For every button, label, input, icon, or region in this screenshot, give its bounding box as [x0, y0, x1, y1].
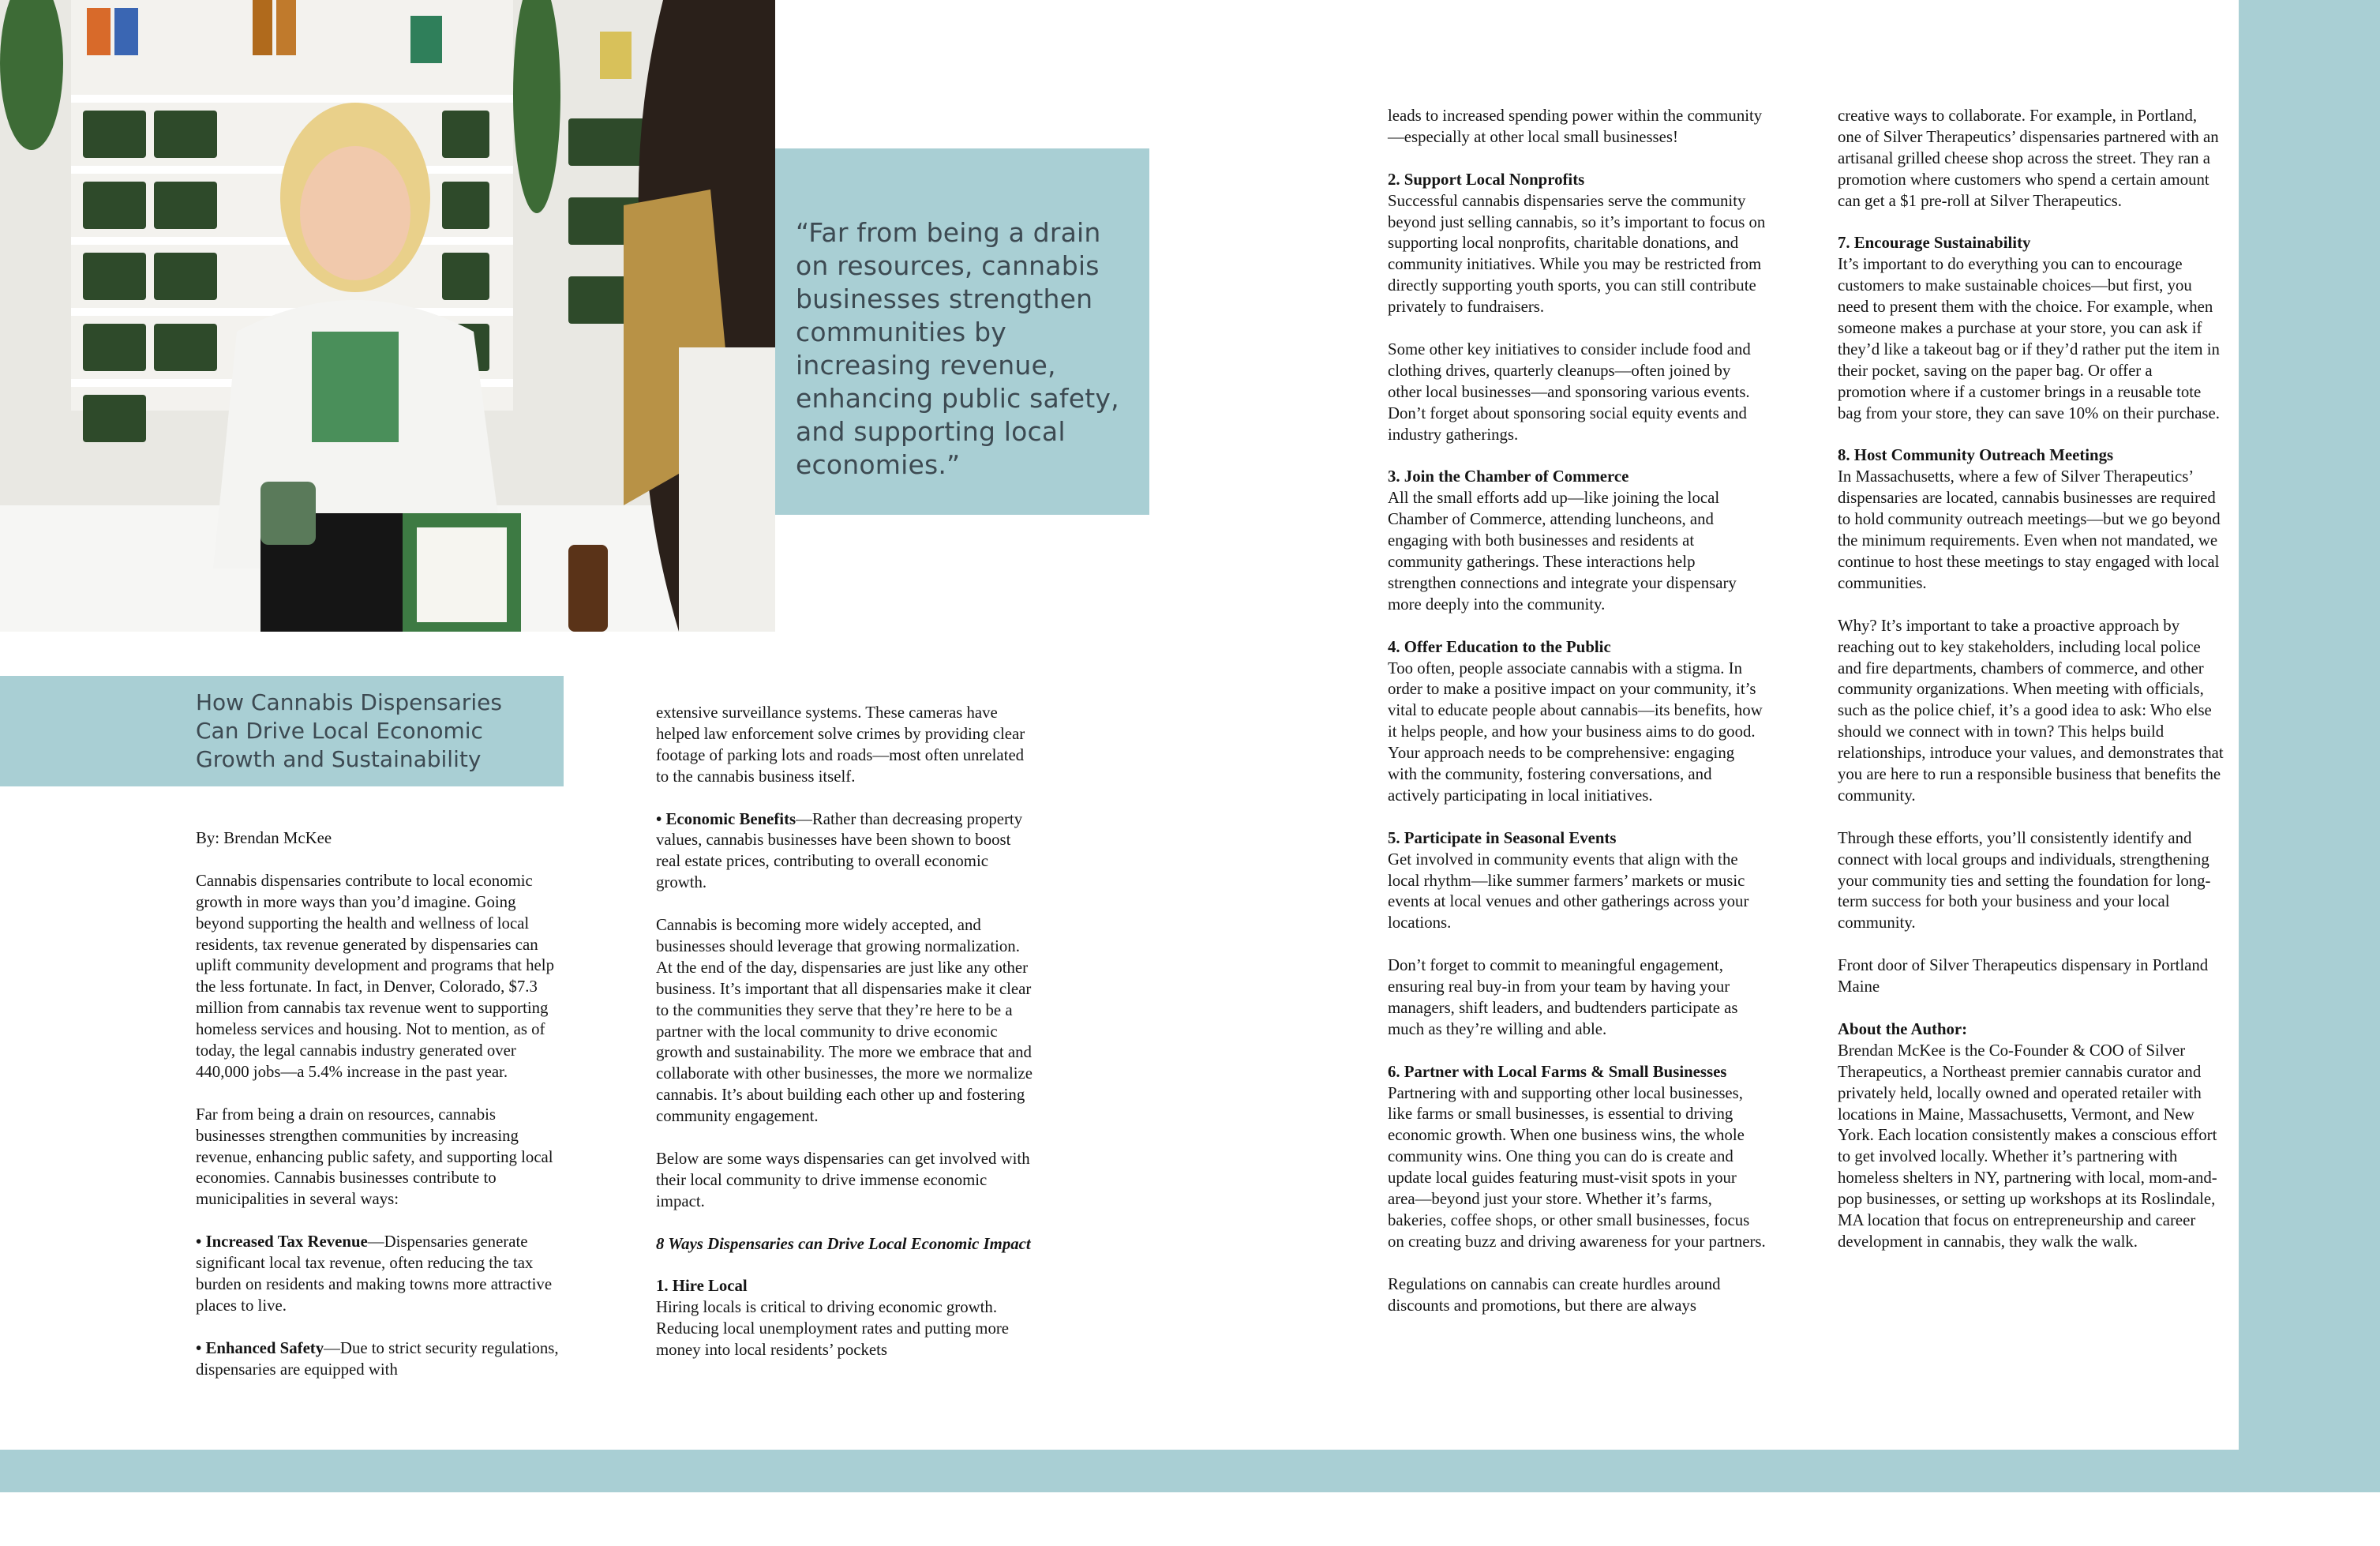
- bullet-text: —Dispensaries generate significant local tax revenue, often reducing the tax burden on residents and making towns more attractive places to live.: [196, 1233, 553, 1315]
- bullet-text: —Rather than decreasing property values, cannabis businesses have been shown to boost real estate prices, contributing to overall economic growth.: [656, 809, 1023, 892]
- section-seasonal-events: [1388, 828, 1767, 935]
- dispensary-photo: [0, 0, 775, 632]
- pull-quote-box: [775, 148, 1149, 515]
- section-text: Partnering with and supporting other local businesses, like farms or small businesses, is essential to driving economic growth. When one business wins, the whole community wins. One thing you can do is create and update local guides featuring must-visit spots in your area—beyond just your store. Whether it’s farms, bakeries, coffee shops, or other small businesses, focus on creating buzz and driving awareness for your partners.: [1388, 1083, 1766, 1251]
- bullet-head: • Enhanced Safety: [196, 1338, 324, 1357]
- section-hire-local: [656, 1276, 1035, 1361]
- paragraph: Some other key initiatives to consider include food and clothing drives, quarterly cleanups—often joined by other local businesses—and sponsoring various events. Don’t forget about sponsoring social equity events and industry gatherings.: [1388, 340, 1751, 444]
- section-chamber: [1388, 467, 1767, 615]
- bullet-head: • Increased Tax Revenue: [196, 1233, 368, 1251]
- section-heading: 4. Offer Education to the Public: [1388, 637, 1611, 656]
- subheading-text: 8 Ways Dispensaries can Drive Local Economic Impact: [656, 1234, 1031, 1253]
- section-sustainability: [1838, 233, 2224, 424]
- pull-quote: “Far from being a drain on resources, cannabis businesses strengthen communities by increasing revenue, enhancing public safety, and supporting local economies.”: [796, 217, 1119, 480]
- paragraph: Regulations on cannabis can create hurdles around discounts and promotions, but there are always: [1388, 1274, 1721, 1315]
- article-column-2: [656, 703, 1035, 1361]
- byline: By: Brendan McKee: [196, 829, 332, 847]
- paragraph: Far from being a drain on resources, cannabis businesses strengthen communities by increasing revenue, enhancing public safety, and supporting local economies. Cannabis businesses contribute to municipalities in several ways:: [196, 1105, 553, 1209]
- bullet-head: • Economic Benefits: [656, 809, 796, 828]
- paragraph: Cannabis dispensaries contribute to local economic growth in more ways than you’d imagine. Going beyond supporting the health and wellness of local residents, tax revenue generated by dispensaries can uplift community development and programs that help the less fortunate. In fact, in Denver, Colorado, $7.3 million from cannabis tax revenue went to supporting homeless services and housing. Not to mention, as of today, the legal cannabis industry generated over 440,000 jobs—a 5.4% increase in the past year.: [196, 871, 554, 1081]
- about-the-author: [1838, 1019, 2224, 1253]
- article-title-box: [0, 676, 564, 786]
- section-education: [1388, 637, 1767, 807]
- paragraph: Through these efforts, you’ll consistently identify and connect with local groups and individuals, strengthening your community ties and setting the foundation for long-term success for both your business and your local community.: [1838, 828, 2211, 932]
- bullet-enhanced-safety: [196, 1338, 567, 1381]
- section-heading: 3. Join the Chamber of Commerce: [1388, 467, 1629, 486]
- section-heading: 2. Support Local Nonprofits: [1388, 170, 1585, 189]
- article-column-4: [1838, 106, 2224, 1253]
- paragraph: extensive surveillance systems. These cameras have helped law enforcement solve crimes by providing clear footage of parking lots and roads—most often unrelated to the cannabis business itself.: [656, 704, 1025, 786]
- section-text: All the small efforts add up—like joining the local Chamber of Commerce, attending luncheons, and engaging with both businesses and residents at community gatherings. These interactions help strengthen connections and integrate your dispensary more deeply into the community.: [1388, 489, 1737, 614]
- paragraph: leads to increased spending power within the community—especially at other local small businesses!: [1388, 107, 1763, 146]
- section-text: Too often, people associate cannabis with a stigma. In order to make a positive impact on your community, it’s vital to educate people about cannabis—its benefits, how it helps people, and how your business aims to do good. Your approach needs to be comprehensive: engaging with the community, fostering conversations, and actively participating in local initiatives.: [1388, 659, 1763, 805]
- section-local-partners: [1388, 1062, 1767, 1253]
- bullet-text: —Due to strict security regulations, dispensaries are equipped with: [196, 1338, 559, 1379]
- paragraph: Cannabis is becoming more widely accepted, and businesses should leverage that growing normalization. At the end of the day, dispensaries are just like any other business. It’s important that all dispensaries make it clear to the communities they serve that they’re here to be a partner with the local community to drive economic growth and sustainability. The more we embrace that and collaborate with other businesses, the more we normalize cannabis. It’s about building each other up and fostering community engagement.: [656, 916, 1033, 1126]
- paragraph: creative ways to collaborate. For example, in Portland, one of Silver Therapeutics’ dispensaries partnered with an artisanal grilled cheese shop across the street. They ran a promotion where customers who spend a certain amount can get a $1 pre-roll at Silver Therapeutics.: [1838, 107, 2219, 210]
- photo-caption: Front door of Silver Therapeutics dispensary in Portland Maine: [1838, 956, 2209, 996]
- article-column-3: [1388, 106, 1767, 1317]
- bullet-tax-revenue: [196, 1232, 567, 1317]
- paragraph: Don’t forget to commit to meaningful engagement, ensuring real buy-in from your team by having your managers, shift leaders, and budtenders participate as much as they’re willing and able.: [1388, 956, 1738, 1038]
- section-heading: 1. Hire Local: [656, 1277, 748, 1296]
- subheading: [656, 1234, 1035, 1255]
- section-text: Successful cannabis dispensaries serve the community beyond just selling cannabis, so it’s important to focus on supporting local nonprofits, charitable donations, and community initiatives. While you may be restricted from directly supporting youth sports, you can still contribute privately to fundraisers.: [1388, 191, 1766, 317]
- section-heading: 5. Participate in Seasonal Events: [1388, 828, 1617, 847]
- section-nonprofits: [1388, 170, 1767, 318]
- accent-band-bottom: [0, 1450, 2380, 1492]
- author-bio: Brendan McKee is the Co-Founder & COO of Silver Therapeutics, a Northeast premier cannabis curator and privately held, locally owned and operated retailer with locations in Maine, Massachusetts, Vermont, and New York. Each location consistently makes a conscious effort to get involved locally. Whether it’s partnering with homeless shelters in NY, partnering with local, mom-and-pop businesses, or setting up workshops at its Roslindale, MA location that focus on entrepreneurship and career development in cannabis, they walk the walk.: [1838, 1041, 2217, 1251]
- section-heading: 6. Partner with Local Farms & Small Businesses: [1388, 1062, 1727, 1081]
- section-heading: 7. Encourage Sustainability: [1838, 234, 2031, 253]
- paragraph: Why? It’s important to take a proactive approach by reaching out to key stakeholders, including local police and fire departments, chambers of commerce, and other community organizations. When meeting with officials, such as the police chief, it’s a good idea to ask: Who else should we connect with in town? This helps build relationships, introduce your values, and demonstrates that you are here to run a responsible business that benefits the community.: [1838, 616, 2224, 805]
- article-title: How Cannabis Dispensaries Can Drive Local Economic Growth and Sustainability: [196, 689, 502, 772]
- bullet-economic-benefits: [656, 809, 1035, 895]
- section-heading: 8. Host Community Outreach Meetings: [1838, 446, 2114, 465]
- section-heading: About the Author:: [1838, 1019, 1968, 1038]
- accent-band-right: [2239, 0, 2380, 1492]
- section-text: Hiring locals is critical to driving economic growth. Reducing local unemployment rates and putting more money into local residents’ pockets: [656, 1298, 1010, 1360]
- section-text: It’s important to do everything you can to encourage customers to make sustainable choices—but first, you need to present them with the choice. For example, when someone makes a purchase at your store, you can ask if they’d like a takeout bag or if they’d rather put the item in their pocket, saving on the paper bag. Or offer a promotion where if a customer brings in a reusable tote bag from your store, they can save 10% on their purchase.: [1838, 255, 2220, 422]
- section-outreach-meetings: [1838, 445, 2224, 594]
- article-column-1: [196, 828, 567, 1381]
- paragraph: Below are some ways dispensaries can get involved with their local community to drive immense economic impact.: [656, 1149, 1030, 1210]
- section-text: Get involved in community events that align with the local rhythm—like summer farmers’ markets or music events at local venues and other gatherings across your locations.: [1388, 850, 1749, 932]
- section-text: In Massachusetts, where a few of Silver Therapeutics’ dispensaries are located, cannabis businesses are required to hold community outreach meetings—but we go beyond the minimum requirements. Even when not mandated, we continue to host these meetings to stay engaged with local communities.: [1838, 467, 2221, 592]
